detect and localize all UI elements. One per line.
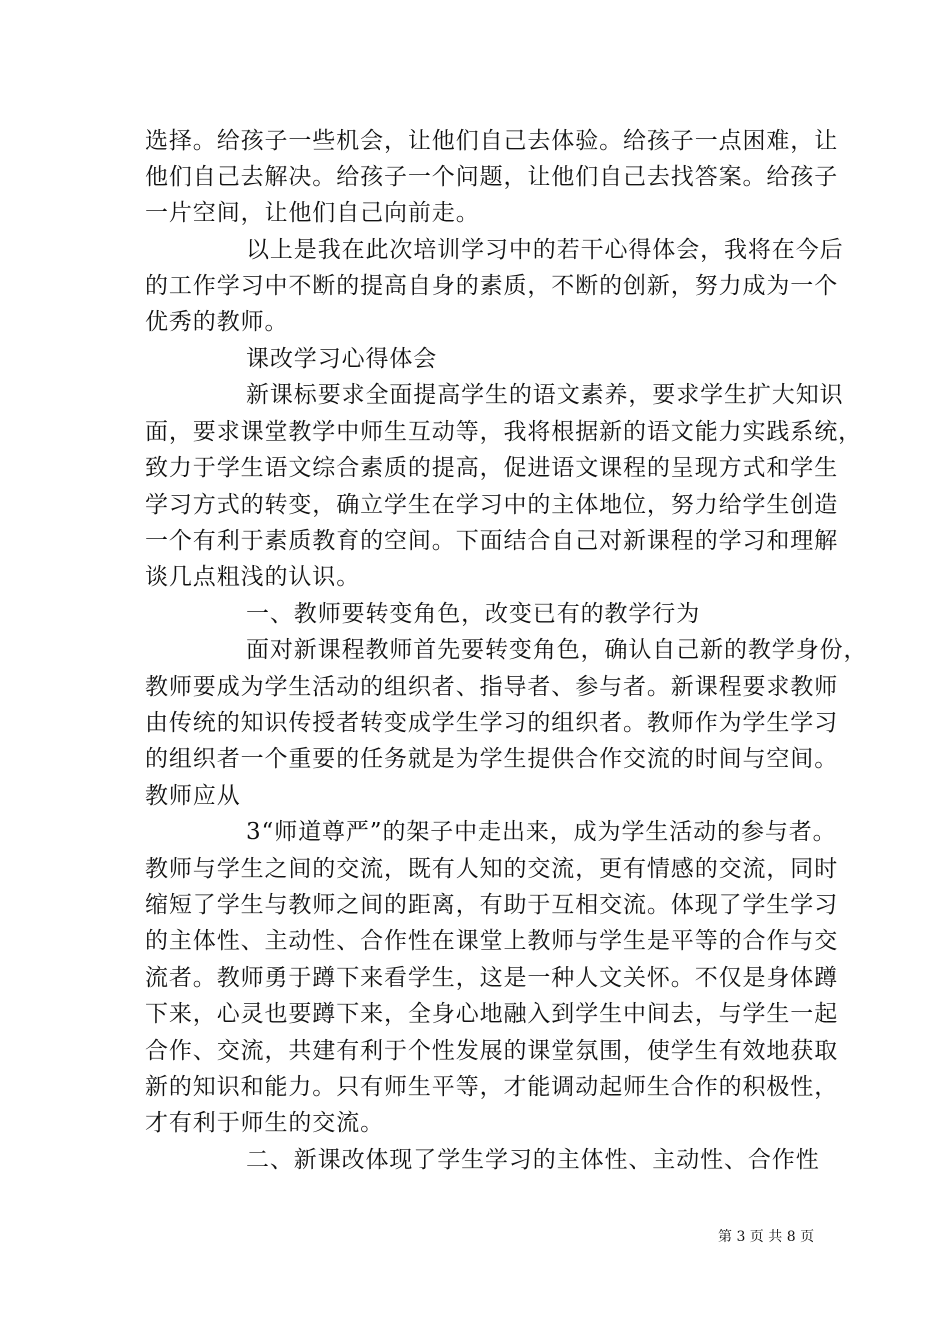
text-line: 才有利于师生的交流。 [145, 1110, 384, 1136]
text-line: 教师要成为学生活动的组织者、指导者、参与者。新课程要求教师 [145, 674, 839, 700]
text-line: 缩短了学生与教师之间的距离，有助于互相交流。体现了学生学习 [145, 892, 839, 918]
section-title: 课改学习心得体会 [246, 346, 438, 372]
text-line: 选择。给孩子一些机会，让他们自己去体验。给孩子一点困难，让 [145, 128, 839, 154]
text-line: 致力于学生语文综合素质的提高，促进语文课程的呈现方式和学生 [145, 455, 839, 481]
text-line: 学习方式的转变，确立学生在学习中的主体地位，努力给学生创造 [145, 492, 839, 518]
text-line: 一个有利于素质教育的空间。下面结合自己对新课程的学习和理解 [145, 528, 839, 554]
section-heading: 一、教师要转变角色，改变已有的教学行为 [246, 601, 701, 627]
text-line: 谈几点粗浅的认识。 [145, 564, 361, 590]
text-line: 新的知识和能力。只有师生平等，才能调动起师生合作的积极性， [145, 1074, 839, 1100]
text-line: 优秀的教师。 [145, 309, 289, 335]
text-line: 一片空间，让他们自己向前走。 [145, 200, 480, 226]
text-line: 面，要求课堂教学中师生互动等，我将根据新的语文能力实践系统， [145, 419, 862, 445]
text-line: 由传统的知识传授者转变成学生学习的组织者。教师作为学生学习 [145, 710, 839, 736]
text-line: 新课标要求全面提高学生的语文素养，要求学生扩大知识 [246, 382, 844, 408]
text-line: 3“师道尊严”的架子中走出来，成为学生活动的参与者。 [246, 819, 837, 845]
text-line: 教师与学生之间的交流，既有人知的交流，更有情感的交流，同时 [145, 856, 839, 882]
text-line: 下来，心灵也要蹲下来，全身心地融入到学生中间去，与学生一起 [145, 1001, 839, 1027]
text-line: 流者。教师勇于蹲下来看学生，这是一种人文关怀。不仅是身体蹲 [145, 965, 839, 991]
text-line: 的工作学习中不断的提高自身的素质，不断的创新，努力成为一个 [145, 273, 839, 299]
text-line: 他们自己去解决。给孩子一个问题，让他们自己去找答案。给孩子 [145, 164, 839, 190]
text-line: 面对新课程教师首先要转变角色，确认自己新的教学身份， [246, 637, 868, 663]
text-line: 以上是我在此次培训学习中的若干心得体会，我将在今后 [246, 237, 844, 263]
text-line: 教师应从 [145, 783, 241, 809]
text-line: 的主体性、主动性、合作性在课堂上教师与学生是平等的合作与交 [145, 928, 839, 954]
section-heading: 二、新课改体现了学生学习的主体性、主动性、合作性 [246, 1147, 820, 1173]
text-line: 合作、交流，共建有利于个性发展的课堂氛围，使学生有效地获取 [145, 1038, 839, 1064]
page-number: 第 3 页 共 8 页 [718, 1229, 815, 1245]
text-line: 的组织者一个重要的任务就是为学生提供合作交流的时间与空间。 [145, 746, 839, 772]
